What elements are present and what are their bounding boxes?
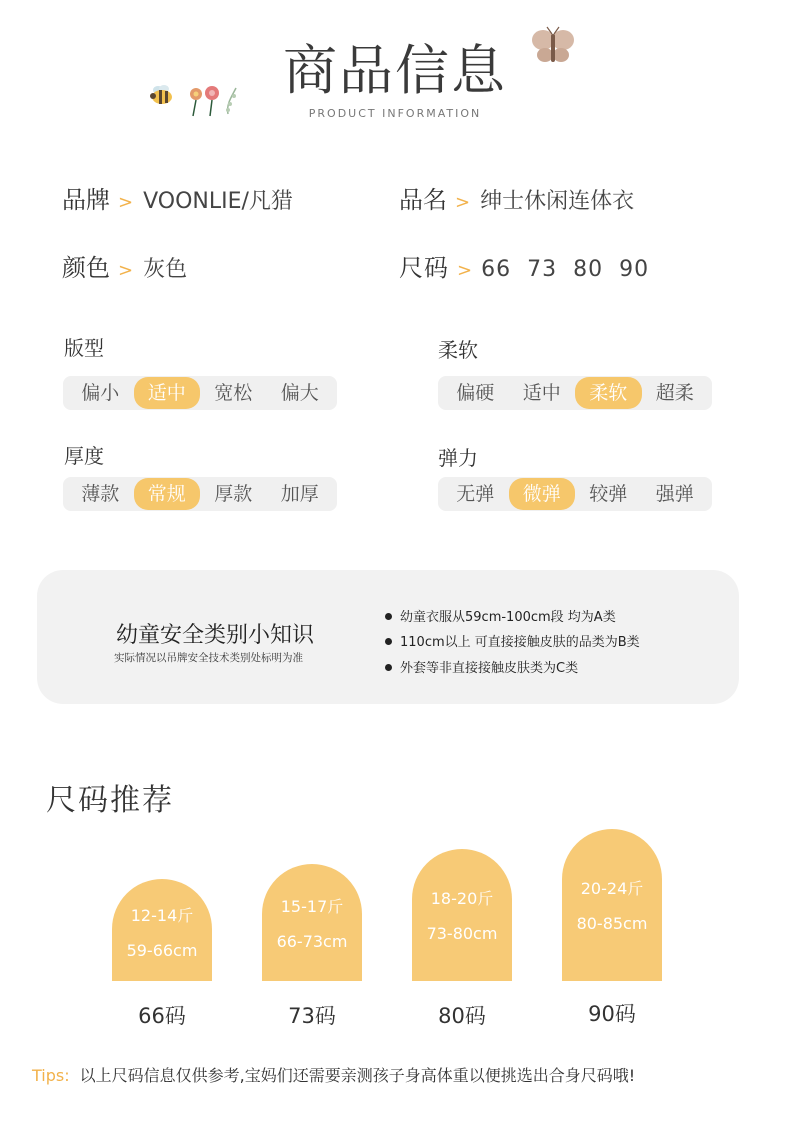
size-value: 80 [573, 257, 604, 282]
attr-title-fit: 版型 [64, 336, 104, 360]
size-height: 66-73cm [276, 932, 348, 951]
attr-option[interactable]: 加厚 [280, 483, 319, 505]
size-card-90 [562, 829, 662, 981]
brand-row [62, 180, 293, 215]
attr-selector-elasticity [438, 477, 712, 511]
safety-bullet: 幼童衣服从59cm-100cm段 均为A类 [385, 606, 616, 625]
attr-selector-thickness [63, 477, 337, 511]
size-weight: 15-17斤 [280, 897, 344, 916]
size-weight: 12-14斤 [130, 906, 194, 925]
attr-option[interactable]: 超柔 [655, 382, 694, 404]
butterfly-icon [530, 26, 576, 66]
size-value: 73 [527, 257, 558, 282]
color-label: 颜色 [62, 254, 110, 282]
chevron-right-icon: > [118, 260, 134, 281]
size-weight: 18-20斤 [430, 889, 494, 908]
brand-value: VOONLIE/凡猎 [143, 189, 293, 214]
attr-option[interactable]: 偏小 [81, 382, 120, 404]
attr-option[interactable]: 无弹 [456, 483, 495, 505]
attr-option[interactable]: 较弹 [589, 483, 628, 505]
size-label: 90码 [588, 1002, 636, 1026]
product-name-label: 品名 [399, 186, 447, 214]
attr-option[interactable]: 常规 [134, 478, 201, 510]
attr-option[interactable]: 宽松 [214, 382, 253, 404]
size-label: 66码 [138, 1004, 186, 1028]
attr-option[interactable]: 厚款 [214, 483, 253, 505]
page-subtitle: PRODUCT INFORMATION [308, 107, 482, 120]
page-title: 商品信息 [283, 39, 507, 102]
size-height: 59-66cm [126, 941, 198, 960]
size-weight: 20-24斤 [580, 879, 644, 898]
attr-selector-softness [438, 376, 712, 410]
safety-bullet: 110cm以上 可直接接触皮肤的品类为B类 [385, 631, 640, 650]
size-card-66 [112, 879, 212, 981]
chevron-right-icon: > [455, 192, 471, 213]
size-value: 90 [619, 257, 650, 282]
size-row [399, 248, 665, 283]
attr-option[interactable]: 柔软 [575, 377, 642, 409]
safety-bullet: 外套等非直接接触皮肤类为C类 [385, 657, 578, 676]
bee-icon [148, 84, 176, 106]
safety-knowledge-subtitle: 实际情况以吊牌安全技术类别处标明为准 [114, 652, 303, 664]
tips-note [32, 1063, 635, 1086]
size-label: 73码 [288, 1004, 336, 1028]
size-recommend-title: 尺码推荐 [46, 783, 174, 818]
flowers-icon [186, 84, 242, 118]
size-height: 80-85cm [576, 914, 648, 933]
attr-option[interactable]: 薄款 [81, 483, 120, 505]
attr-option[interactable]: 偏硬 [456, 382, 495, 404]
attr-option[interactable]: 微弹 [509, 478, 576, 510]
chevron-right-icon: > [457, 260, 474, 281]
tips-text: 以上尺码信息仅供参考,宝妈们还需要亲测孩子身高体重以便挑选出合身尺码哦! [79, 1066, 636, 1085]
attr-option[interactable]: 适中 [522, 382, 561, 404]
attr-title-thickness: 厚度 [64, 444, 104, 468]
product-name-row [399, 180, 634, 215]
attr-option[interactable]: 强弹 [655, 483, 694, 505]
safety-knowledge-title: 幼童安全类别小知识 [116, 623, 315, 648]
size-card-73 [262, 864, 362, 981]
size-height: 73-80cm [426, 924, 498, 943]
size-label: 尺码 [399, 254, 449, 282]
attr-option[interactable]: 适中 [134, 377, 201, 409]
tips-key: Tips: [32, 1066, 70, 1085]
product-name-value: 绅士休闲连体衣 [480, 189, 635, 214]
color-value: 灰色 [143, 257, 188, 282]
color-row [62, 248, 187, 283]
size-card-80 [412, 849, 512, 981]
attr-title-softness: 柔软 [438, 338, 478, 362]
attr-option[interactable]: 偏大 [280, 382, 319, 404]
chevron-right-icon: > [118, 192, 134, 213]
brand-label: 品牌 [62, 186, 110, 214]
attr-title-elasticity: 弹力 [438, 446, 478, 470]
size-value: 66 [481, 257, 512, 282]
attr-selector-fit [63, 376, 337, 410]
size-label: 80码 [438, 1004, 486, 1028]
